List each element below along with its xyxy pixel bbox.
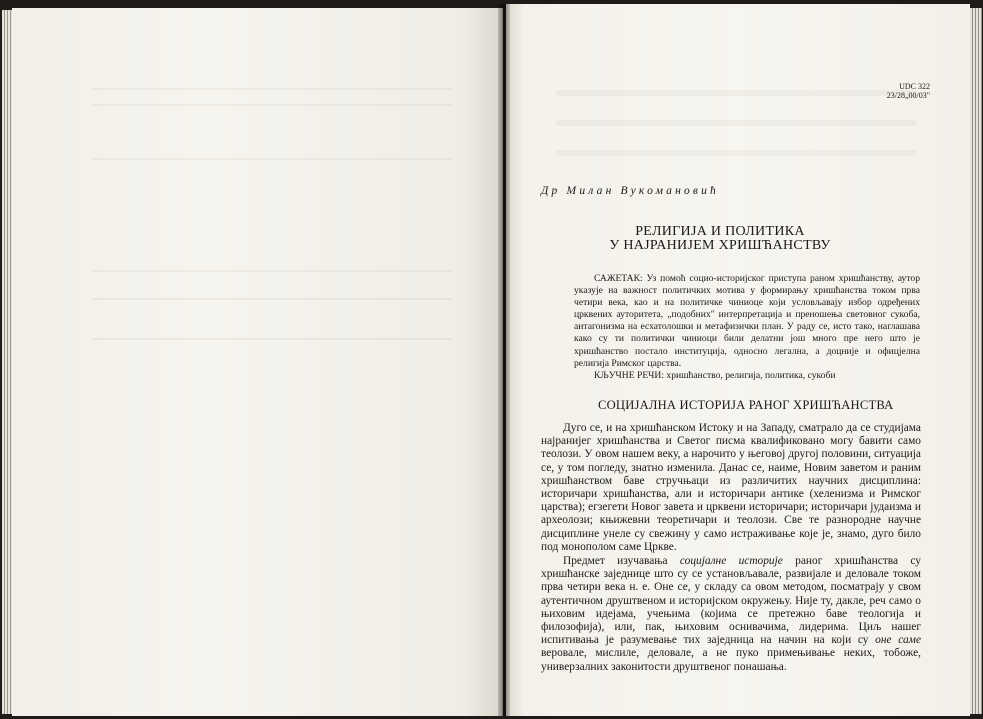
show-through-line — [556, 150, 916, 156]
right-page-edges — [970, 8, 982, 714]
show-through-line — [556, 90, 916, 96]
show-through-line — [92, 338, 452, 340]
section-heading: СОЦИЈАЛНА ИСТОРИЈА РАНОГ ХРИШЋАНСТВА — [598, 398, 894, 412]
udc-code — [887, 82, 930, 100]
book-gutter — [498, 4, 510, 716]
paragraph-2 — [541, 555, 921, 674]
paragraph-2-part-1: Предмет изучавања — [563, 555, 680, 568]
show-through-line — [92, 88, 452, 90]
left-page-blank — [12, 8, 503, 716]
paragraph-2-part-3: веровале, мислиле, деловале, а не пуко примењивање неких, тобоже, универзалних законитости друштвеног понашања. — [541, 647, 921, 673]
article-title-line-1: РЕЛИГИЈА И ПОЛИТИКА — [635, 224, 805, 239]
show-through-line — [92, 158, 452, 160]
udc-line-2: 23/28„00/03" — [886, 91, 930, 100]
abstract-block — [574, 273, 920, 382]
left-page-edges — [2, 10, 12, 714]
show-through-line — [92, 104, 452, 106]
show-through-line — [556, 120, 916, 126]
article-title-line-2: У НАЈРАНИЈЕМ ХРИШЋАНСТВУ — [609, 238, 831, 253]
show-through-line — [92, 298, 452, 300]
abstract-text: САЖЕТАК: Уз помоћ социо-историјског приступа раном хришћанству, аутор указује на важност политичких мотива у формирању хришћанства током прва четири века, као и на политичке чиниоце који условљавају избор одређених црквених ауторитета, „подобних" интерпретација и преношења световног сукоба, антагонизма на есхатолошки и метафизички план. У раду се, исто тако, наглашава како су ти политички чиниоци били делатни још много пре него што је хришћанство постало институција, односно легална, а доцније и офицјелна религија Римског царства. — [574, 273, 920, 369]
keywords: КЉУЧНЕ РЕЧИ: хришћанство, религија, политика, сукоби — [594, 369, 836, 381]
paragraph-2-emphasis-1: социјалне историје — [679, 555, 783, 568]
paragraph-2-emphasis-2: оне саме — [875, 634, 921, 647]
paragraph-2-part-2: раног хришћанства су хришћанске заједнице што су се установљавале, развијале и деловале током прва четири века н. е. Оне се, у складу са овом методом, посматрају у свом аутентичном друштвеном и историјском окружењу. Није ту, дакле, реч само о њиховим идејама, учењима (којима се претежно баве теологија и филозофија), или, пак, њиховим оснивачима, лидерима. Циљ нашег испитивања је разумевање тих заједница на начин на који су — [541, 555, 921, 647]
udc-line-1: UDC 322 — [899, 82, 930, 91]
author-name: Др Милан Вукомановић — [541, 185, 720, 197]
paragraph-1: Дуго се, и на хришћанском Истоку и на Западу, сматрало да се студијама најранијег хришћанства и Светог писма квалификовано могу бавити само теолози. У овом нашем веку, а нарочито у његовој другој половини, ситуација се, у том погледу, знатно изменила. Данас се, наиме, Новим заветом и раним хришћанством баве стручњаци из различитих научних дисциплина: историчари хришћанства, али и историчари антике (хеленизма и Римског царства); егзегети Новог завета и црквени историчари; историчари јудаизма и археолози; књижевни теоретичари и теолози. Све те разнородне научне дисциплине унеле су свежину у само истраживање које је, знамо, дуго било под монополом саме Цркве. — [541, 422, 921, 553]
body-text — [541, 422, 921, 674]
show-through-line — [92, 270, 452, 272]
